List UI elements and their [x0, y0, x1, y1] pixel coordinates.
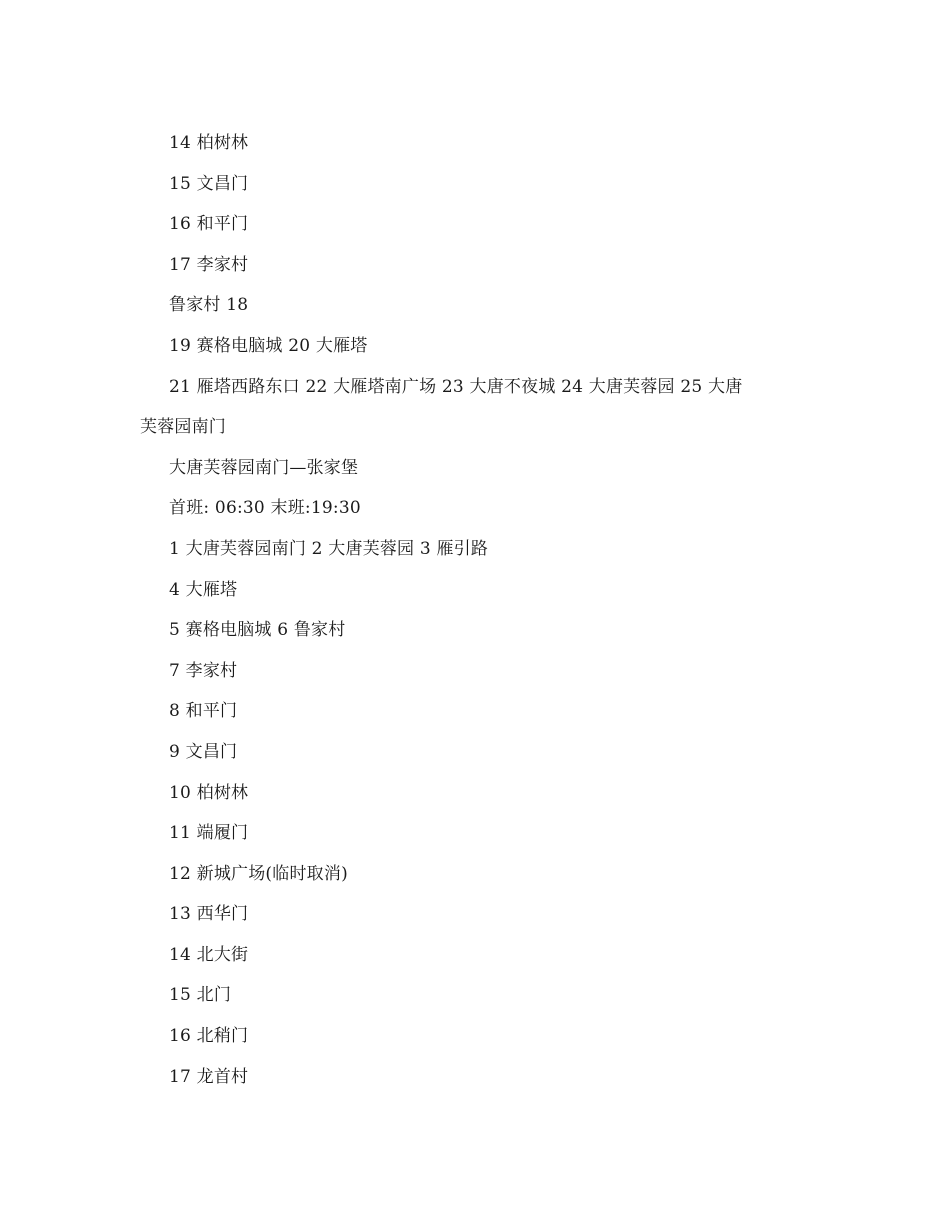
text-line: 12 新城广场(临时取消): [169, 863, 348, 884]
text-line: 15 北门: [169, 985, 232, 1006]
text-line: 16 和平门: [169, 214, 249, 235]
text-line: 11 端履门: [169, 823, 249, 844]
text-line: 15 文昌门: [169, 173, 249, 194]
bus-route-text: [140, 123, 820, 1097]
text-line: 1 大唐芙蓉园南门 2 大唐芙蓉园 3 雁引路: [169, 538, 489, 559]
route-heading: 大唐芙蓉园南门—张家堡: [169, 457, 359, 478]
text-line: 17 李家村: [169, 254, 249, 275]
text-line: 14 北大街: [169, 944, 249, 965]
text-line: 9 文昌门: [169, 741, 238, 762]
text-line: 19 赛格电脑城 20 大雁塔: [169, 335, 368, 356]
text-line: 14 柏树林: [169, 133, 249, 153]
text-line: 17 龙首村: [169, 1066, 249, 1087]
text-line: 13 西华门: [169, 904, 249, 925]
text-line: 8 和平门: [169, 701, 238, 722]
text-line: 5 赛格电脑城 6 鲁家村: [169, 620, 346, 641]
text-line: 21 雁塔西路东口 22 大雁塔南广场 23 大唐不夜城 24 大唐芙蓉园 25 大唐: [169, 376, 743, 397]
text-line: 4 大雁塔: [169, 579, 238, 600]
text-line: 16 北稍门: [169, 1026, 249, 1047]
text-line: 7 李家村: [169, 660, 238, 681]
text-line: 鲁家村 18: [169, 295, 249, 316]
text-line: 10 柏树林: [169, 782, 249, 803]
text-line-continuation: 芙蓉园南门: [140, 417, 226, 438]
schedule-times: 首班: 06:30 末班:19:30: [169, 498, 361, 519]
